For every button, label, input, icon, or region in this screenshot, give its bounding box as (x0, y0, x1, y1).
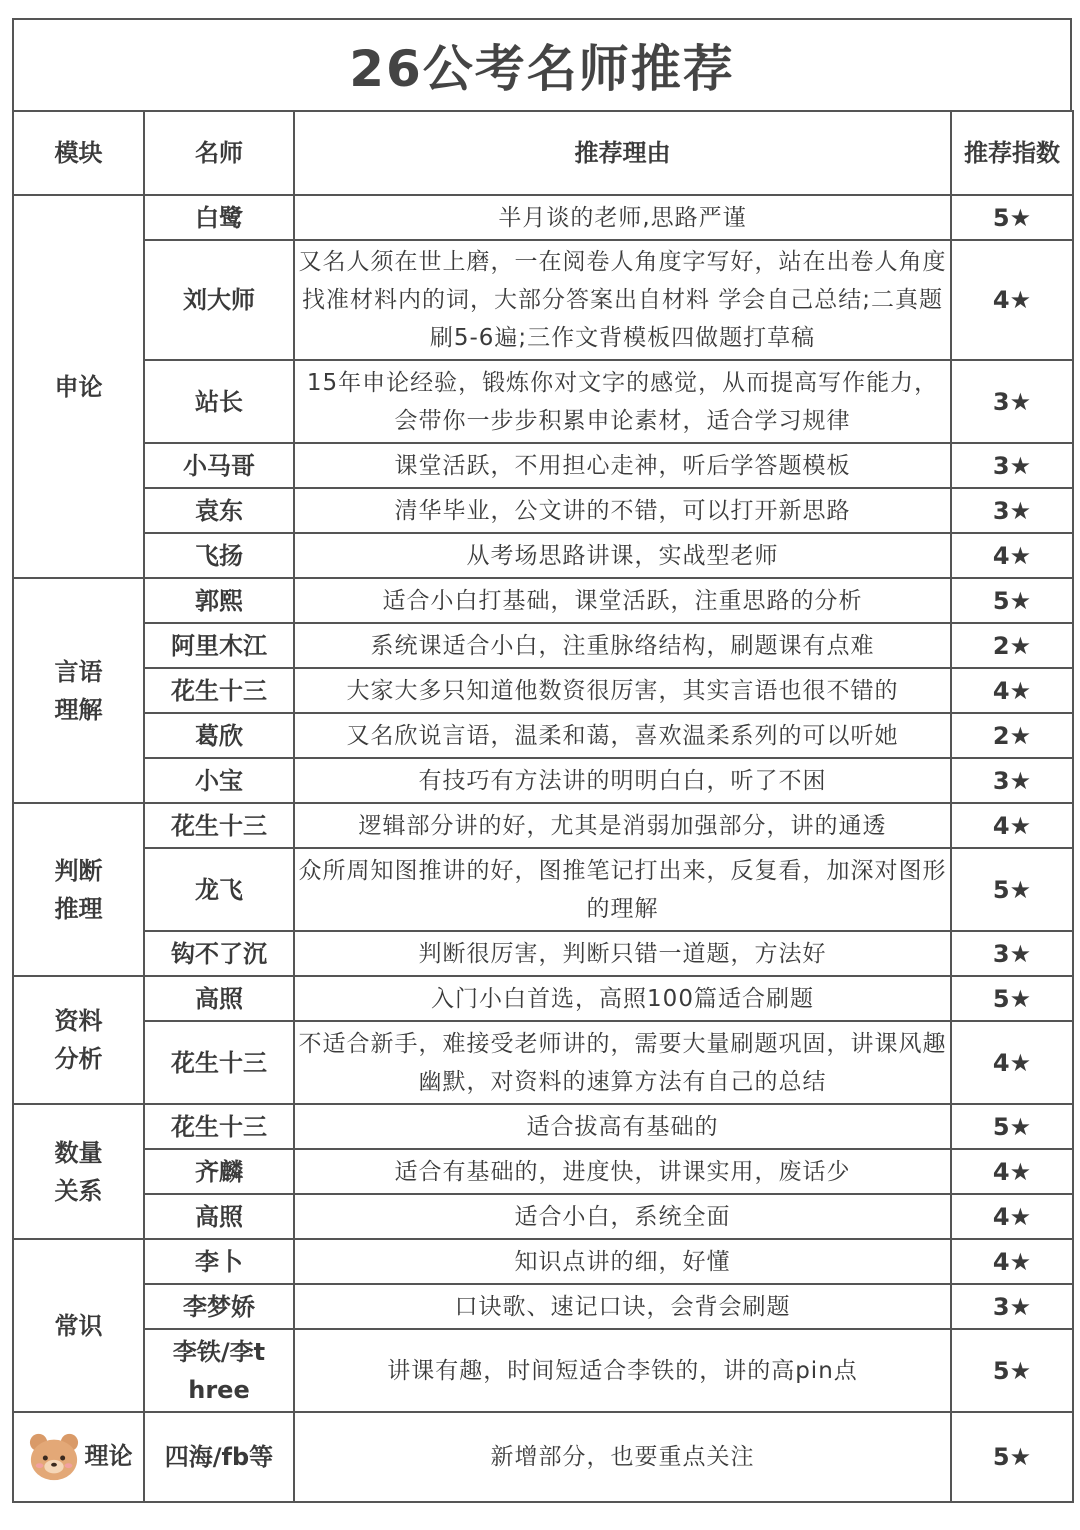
score-cell: 4★ (951, 240, 1073, 360)
teacher-cell: 郭熙 (144, 578, 294, 623)
reason-cell: 知识点讲的细，好懂 (294, 1239, 951, 1284)
header-reason: 推荐理由 (294, 111, 951, 195)
teacher-cell: 小宝 (144, 758, 294, 803)
header-score: 推荐指数 (951, 111, 1073, 195)
score-cell: 5★ (951, 976, 1073, 1021)
table-row (13, 931, 1073, 976)
module-cell (13, 1239, 144, 1412)
table-row (13, 976, 1073, 1021)
teacher-cell: 齐麟 (144, 1149, 294, 1194)
reason-cell: 15年申论经验，锻炼你对文字的感觉，从而提高写作能力，会带你一步步积累申论素材，适合学习规律 (294, 360, 951, 443)
recommendation-sheet (12, 18, 1072, 1503)
teacher-cell: 四海/fb等 (144, 1412, 294, 1502)
reason-cell: 口诀歌、速记口诀，会背会刷题 (294, 1284, 951, 1329)
score-cell: 2★ (951, 623, 1073, 668)
teacher-cell: 钩不了沉 (144, 931, 294, 976)
module-cell (13, 1412, 144, 1502)
module-label: 资料分析 (54, 1007, 103, 1073)
teacher-cell: 葛欣 (144, 713, 294, 758)
teacher-cell: 龙飞 (144, 848, 294, 931)
score-cell: 5★ (951, 1412, 1073, 1502)
score-cell: 4★ (951, 1149, 1073, 1194)
module-cell (13, 803, 144, 976)
teacher-cell: 花生十三 (144, 668, 294, 713)
table-row (13, 1284, 1073, 1329)
table-row (13, 240, 1073, 360)
teacher-cell: 李铁/李three (144, 1329, 294, 1412)
table-row (13, 1104, 1073, 1149)
reason-cell: 判断很厉害，判断只错一道题，方法好 (294, 931, 951, 976)
module-label: 申论 (54, 372, 103, 401)
reason-cell: 课堂活跃，不用担心走神，听后学答题模板 (294, 443, 951, 488)
teacher-cell: 李卜 (144, 1239, 294, 1284)
table-row (13, 488, 1073, 533)
table-row (13, 1412, 1073, 1502)
module-cell (13, 1104, 144, 1239)
reason-cell: 半月谈的老师,思路严谨 (294, 195, 951, 240)
table-header-row (13, 111, 1073, 195)
score-cell: 3★ (951, 1284, 1073, 1329)
table-row (13, 195, 1073, 240)
reason-cell: 适合有基础的，进度快，讲课实用，废话少 (294, 1149, 951, 1194)
reason-cell: 有技巧有方法讲的明明白白，听了不困 (294, 758, 951, 803)
score-cell: 5★ (951, 848, 1073, 931)
module-label: 理论 (84, 1442, 133, 1470)
bear-sticker-icon (25, 1431, 83, 1483)
score-cell: 5★ (951, 578, 1073, 623)
teacher-cell: 李梦娇 (144, 1284, 294, 1329)
table-row (13, 533, 1073, 578)
score-cell: 3★ (951, 758, 1073, 803)
score-cell: 4★ (951, 1194, 1073, 1239)
reason-cell: 适合小白，系统全面 (294, 1194, 951, 1239)
module-cell (13, 976, 144, 1104)
teacher-cell: 花生十三 (144, 1021, 294, 1104)
table-row (13, 578, 1073, 623)
reason-cell: 大家大多只知道他数资很厉害，其实言语也很不错的 (294, 668, 951, 713)
reason-cell: 又名人须在世上磨，一在阅卷人角度字写好，站在出卷人角度找准材料内的词，大部分答案出自材料 学会自己总结;二真题刷5-6遍;三作文背模板四做题打草稿 (294, 240, 951, 360)
module-label: 判断推理 (54, 856, 103, 923)
table-row (13, 360, 1073, 443)
reason-cell: 新增部分，也要重点关注 (294, 1412, 951, 1502)
score-cell: 5★ (951, 1104, 1073, 1149)
reason-cell: 清华毕业，公文讲的不错，可以打开新思路 (294, 488, 951, 533)
table-row (13, 668, 1073, 713)
reason-cell: 从考场思路讲课，实战型老师 (294, 533, 951, 578)
score-cell: 4★ (951, 668, 1073, 713)
table-row (13, 623, 1073, 668)
reason-cell: 众所周知图推讲的好，图推笔记打出来，反复看，加深对图形的理解 (294, 848, 951, 931)
teacher-cell: 刘大师 (144, 240, 294, 360)
reason-cell: 讲课有趣，时间短适合李铁的，讲的高pin点 (294, 1329, 951, 1412)
module-label: 言语理解 (54, 657, 103, 724)
reason-cell: 适合小白打基础，课堂活跃，注重思路的分析 (294, 578, 951, 623)
table-row (13, 713, 1073, 758)
teacher-cell: 花生十三 (144, 803, 294, 848)
teacher-cell: 阿里木江 (144, 623, 294, 668)
reason-cell: 系统课适合小白，注重脉络结构，刷题课有点难 (294, 623, 951, 668)
header-teacher: 名师 (144, 111, 294, 195)
table-row (13, 803, 1073, 848)
reason-cell: 逻辑部分讲的好，尤其是消弱加强部分，讲的通透 (294, 803, 951, 848)
teacher-cell: 小马哥 (144, 443, 294, 488)
score-cell: 3★ (951, 360, 1073, 443)
table-row (13, 758, 1073, 803)
teacher-cell: 高照 (144, 1194, 294, 1239)
score-cell: 5★ (951, 1329, 1073, 1412)
teacher-cell: 花生十三 (144, 1104, 294, 1149)
score-cell: 3★ (951, 488, 1073, 533)
teacher-cell: 高照 (144, 976, 294, 1021)
module-label: 数量关系 (54, 1138, 103, 1205)
teacher-cell: 飞扬 (144, 533, 294, 578)
reason-cell: 入门小白首选，高照100篇适合刷题 (294, 976, 951, 1021)
table-row (13, 1239, 1073, 1284)
score-cell: 2★ (951, 713, 1073, 758)
score-cell: 4★ (951, 1021, 1073, 1104)
score-cell: 4★ (951, 803, 1073, 848)
table-row (13, 1021, 1073, 1104)
score-cell: 3★ (951, 931, 1073, 976)
module-cell (13, 578, 144, 803)
header-module: 模块 (13, 111, 144, 195)
table-row (13, 1329, 1073, 1412)
teacher-cell: 站长 (144, 360, 294, 443)
teacher-cell: 白鹭 (144, 195, 294, 240)
teacher-cell: 袁东 (144, 488, 294, 533)
table-row (13, 1149, 1073, 1194)
table-row (13, 443, 1073, 488)
reason-cell: 不适合新手，难接受老师讲的，需要大量刷题巩固，讲课风趣幽默，对资料的速算方法有自己的总结 (294, 1021, 951, 1104)
module-label: 常识 (54, 1311, 103, 1340)
module-cell (13, 195, 144, 578)
reason-cell: 适合拔高有基础的 (294, 1104, 951, 1149)
score-cell: 4★ (951, 1239, 1073, 1284)
score-cell: 4★ (951, 533, 1073, 578)
table-body (13, 195, 1073, 1502)
table-row (13, 848, 1073, 931)
score-cell: 3★ (951, 443, 1073, 488)
reason-cell: 又名欣说言语，温柔和蔼，喜欢温柔系列的可以听她 (294, 713, 951, 758)
table-row (13, 1194, 1073, 1239)
score-cell: 5★ (951, 195, 1073, 240)
teacher-table (12, 110, 1074, 1503)
page-title: 26公考名师推荐 (12, 18, 1072, 110)
